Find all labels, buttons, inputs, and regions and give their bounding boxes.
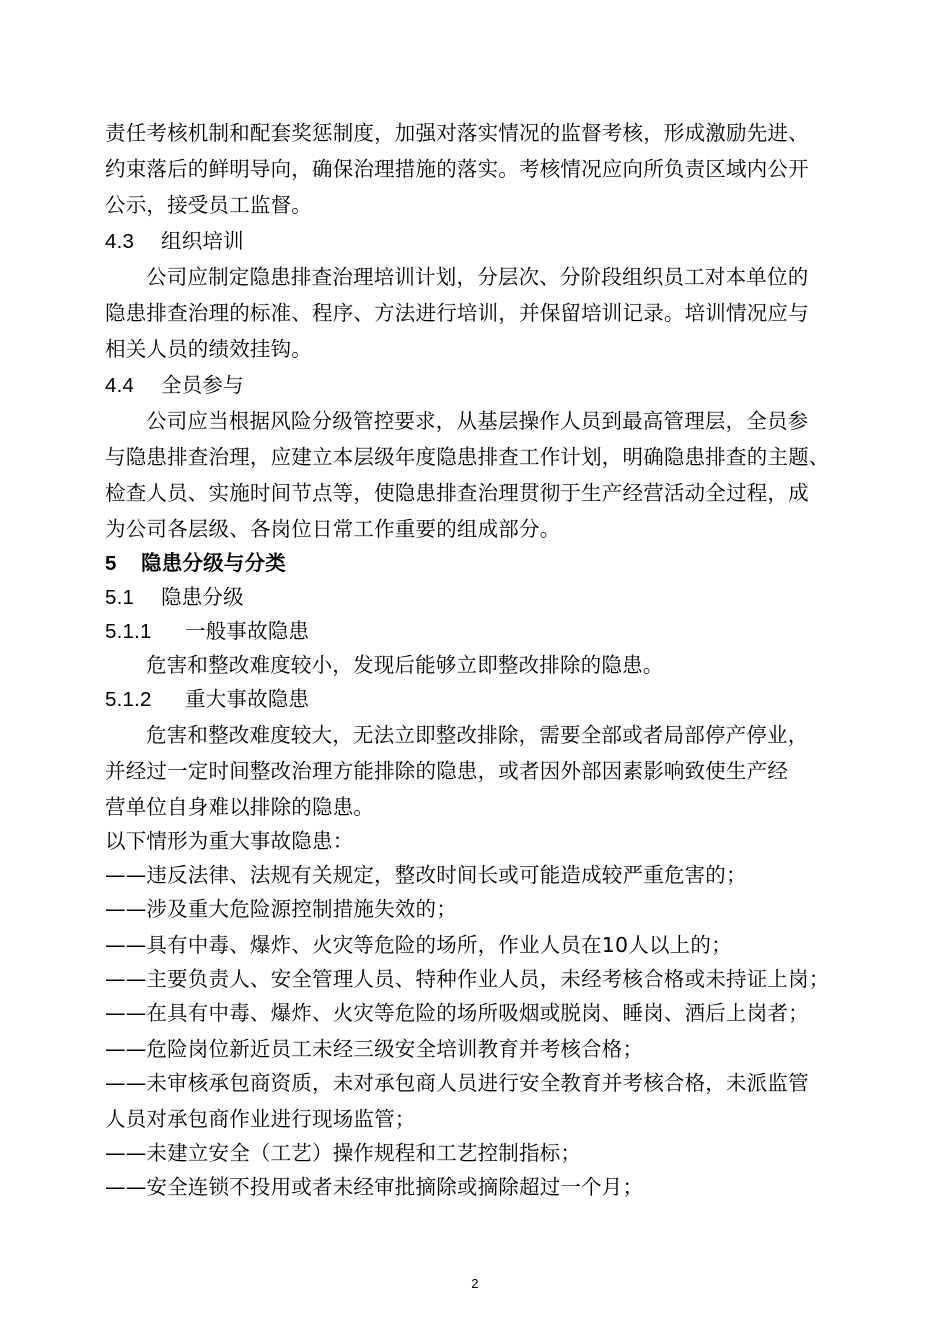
section-number: 5 [105, 552, 117, 575]
paragraph-line: 约束落后的鲜明导向，确保治理措施的落实。考核情况应向所负责区域内公开 [105, 157, 809, 181]
section-title: 重大事故隐患 [185, 687, 310, 711]
section-number: 5.1 [105, 586, 135, 609]
list-intro: 以下情形为重大事故隐患： [105, 829, 354, 853]
paragraph-line: 公司应当根据风险分级管控要求，从基层操作人员到最高管理层，全员参 [146, 409, 809, 433]
list-item: ——安全连锁不投用或者未经审批摘除或摘除超过一个月； [105, 1175, 644, 1199]
section-heading-5 [105, 548, 286, 578]
paragraph-line: 责任考核机制和配套奖惩制度，加强对落实情况的监督考核，形成激励先进、 [105, 121, 809, 145]
paragraph-line: 并经过一定时间整改治理方能排除的隐患，或者因外部因素影响致使生产经 [105, 759, 789, 783]
paragraph-line: 检查人员、实施时间节点等，使隐患排查治理贯彻于生产经营活动全过程，成 [105, 481, 809, 505]
paragraph-line: 相关人员的绩效挂钩。 [105, 337, 312, 361]
section-number: 4.4 [105, 374, 135, 397]
section-title: 一般事故隐患 [185, 619, 310, 643]
paragraph-line: 与隐患排查治理，应建立本层级年度隐患排查工作计划，明确隐患排查的主题、 [105, 445, 830, 469]
list-item: ——危险岗位新近员工未经三级安全培训教育并考核合格； [105, 1037, 644, 1061]
paragraph-line: 危害和整改难度较大，无法立即整改排除，需要全部或者局部停产停业， [146, 723, 809, 747]
section-heading-5-1 [105, 582, 244, 612]
paragraph-line: 危害和整改难度较小，发现后能够立即整改排除的隐患。 [146, 653, 664, 677]
list-item: ——未审核承包商资质，未对承包商人员进行安全教育并考核合格，未派监管 [105, 1071, 809, 1095]
section-title: 组织培训 [161, 229, 244, 253]
list-item: ——违反法律、法规有关规定，整改时间长或可能造成较严重危害的； [105, 863, 747, 887]
paragraph-line: 为公司各层级、各岗位日常工作重要的组成部分。 [105, 517, 561, 541]
section-number: 5.1.1 [105, 620, 152, 643]
list-item: ——涉及重大危险源控制措施失效的； [105, 897, 457, 921]
section-title: 隐患分级与分类 [141, 551, 286, 575]
section-heading-4-3 [105, 226, 244, 256]
list-item: ——在具有中毒、爆炸、火灾等危险的场所吸烟或脱岗、睡岗、酒后上岗者； [105, 1001, 809, 1025]
section-heading-5-1-2 [105, 684, 309, 714]
list-item: ——未建立安全（工艺）操作规程和工艺控制指标； [105, 1141, 582, 1165]
section-heading-5-1-1 [105, 616, 309, 646]
section-number: 5.1.2 [105, 688, 152, 711]
list-item-continuation: 人员对承包商作业进行现场监管； [105, 1107, 416, 1131]
paragraph-line: 公示，接受员工监督。 [105, 193, 312, 217]
paragraph-line: 隐患排查治理的标准、程序、方法进行培训，并保留培训记录。培训情况应与 [105, 301, 809, 325]
page-number: 2 [471, 1276, 479, 1291]
list-item: ——主要负责人、安全管理人员、特种作业人员，未经考核合格或未持证上岗； [105, 967, 830, 991]
section-heading-4-4 [105, 370, 244, 400]
section-number: 4.3 [105, 230, 135, 253]
list-item: ——具有中毒、爆炸、火灾等危险的场所，作业人员在10人以上的； [105, 933, 732, 957]
paragraph-line: 营单位自身难以排除的隐患。 [105, 795, 375, 819]
section-title: 全员参与 [161, 373, 244, 397]
section-title: 隐患分级 [161, 585, 244, 609]
paragraph-line: 公司应制定隐患排查治理培训计划，分层次、分阶段组织员工对本单位的 [146, 265, 809, 289]
